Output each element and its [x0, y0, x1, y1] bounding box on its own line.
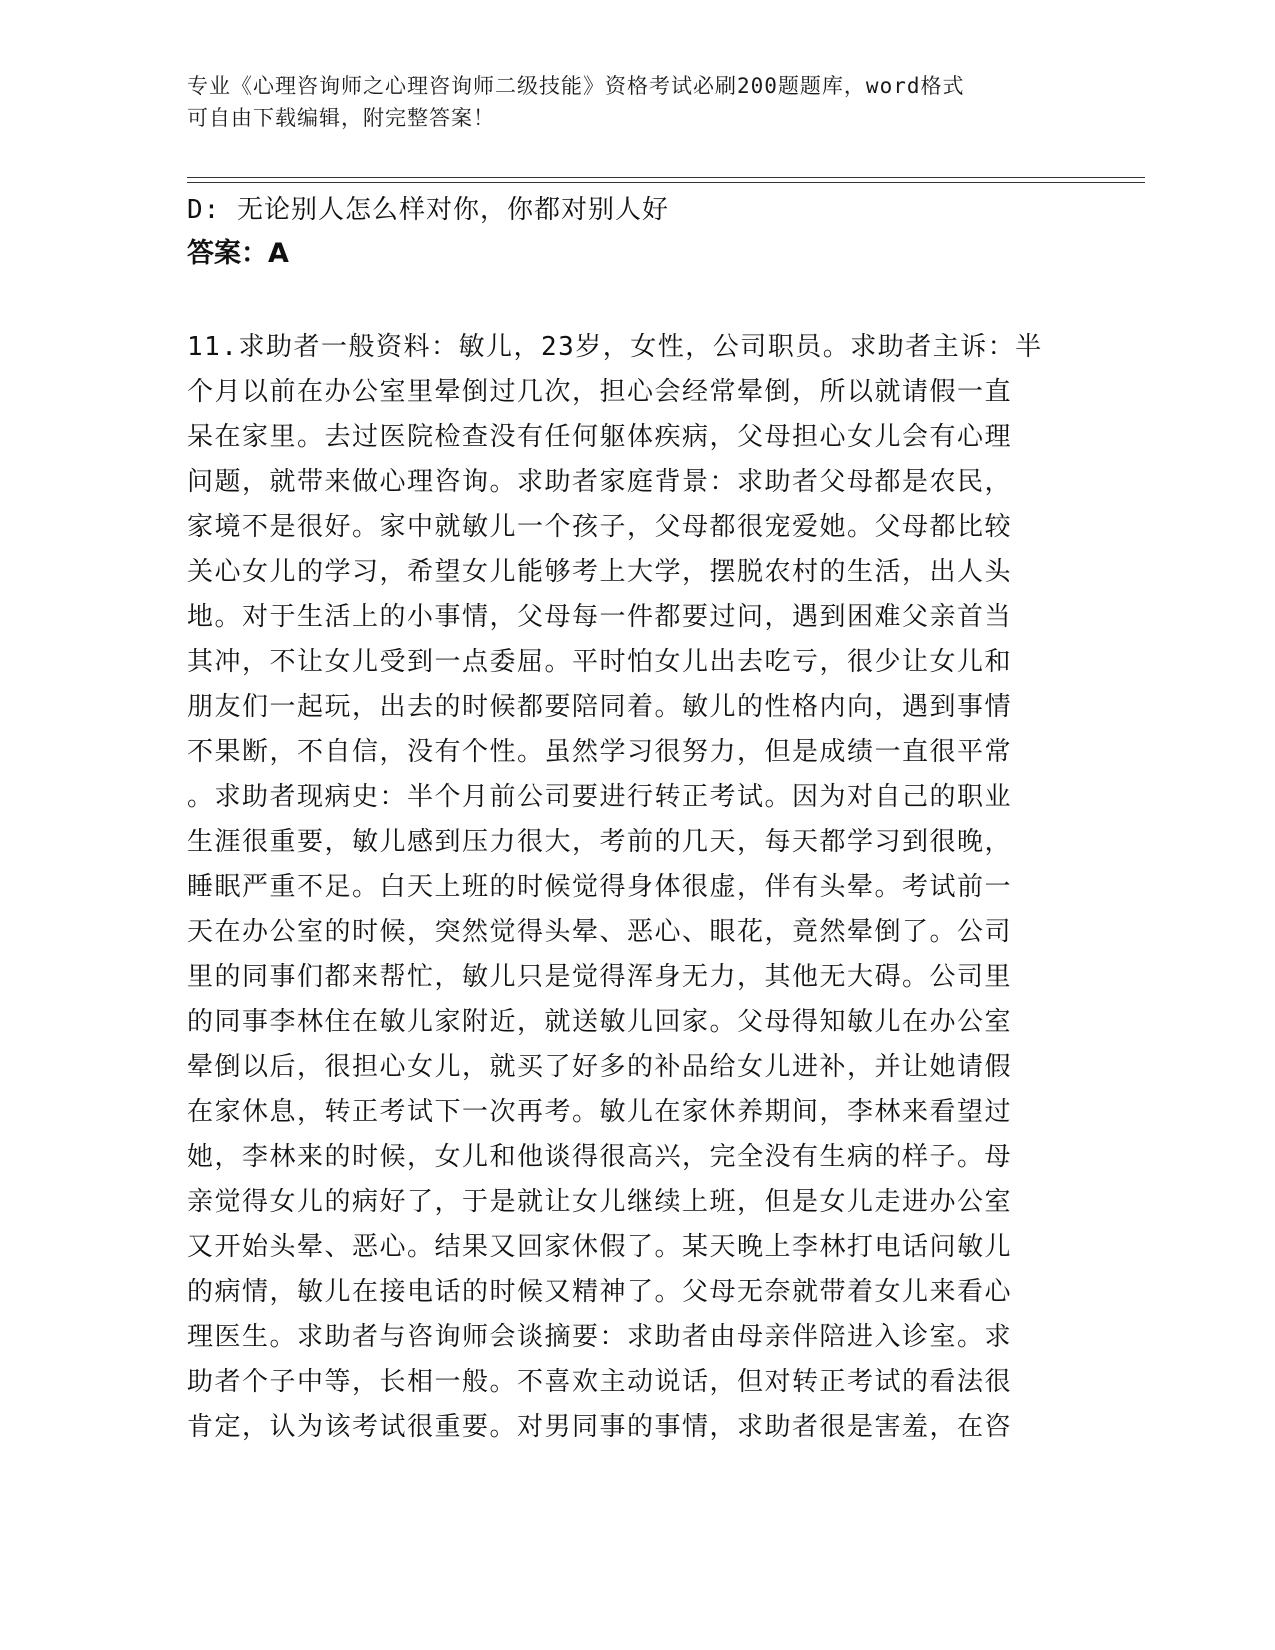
- question-line: 关心女儿的学习，希望女儿能够考上大学，摆脱农村的生活，出人头: [187, 557, 1013, 587]
- question-line: 理医生。求助者与咨询师会谈摘要：求助者由母亲伴陪进入诊室。求: [187, 1322, 1013, 1352]
- question-line: 的病情，敏儿在接电话的时候又精神了。父母无奈就带着女儿来看心: [187, 1277, 1013, 1307]
- header-line-1: 专业《心理咨询师之心理咨询师二级技能》资格考试必刷200题题库，word格式: [187, 74, 965, 98]
- question-line: 又开始头晕、恶心。结果又回家休假了。某天晚上李林打电话问敏儿: [187, 1232, 1013, 1262]
- question-line: 其冲，不让女儿受到一点委屈。平时怕女儿出去吃亏，很少让女儿和: [187, 647, 1013, 677]
- question-line: 晕倒以后，很担心女儿，就买了好多的补品给女儿进补，并让她请假: [187, 1052, 1013, 1082]
- header-divider-bottom: [187, 182, 1145, 183]
- question-line: 亲觉得女儿的病好了，于是就让女儿继续上班，但是女儿走进办公室: [187, 1187, 1013, 1217]
- question-line: 里的同事们都来帮忙，敏儿只是觉得浑身无力，其他无大碍。公司里: [187, 962, 1013, 992]
- question-line: 朋友们一起玩，出去的时候都要陪同着。敏儿的性格内向，遇到事情: [187, 692, 1013, 722]
- question-line: 。求助者现病史：半个月前公司要进行转正考试。因为对自己的职业: [187, 782, 1013, 812]
- option-d: D: 无论别人怎么样对你，你都对别人好: [187, 195, 669, 225]
- question-line: 11.求助者一般资料：敏儿，23岁，女性，公司职员。求助者主诉：半: [187, 332, 1043, 362]
- question-line: 的同事李林住在敏儿家附近，就送敏儿回家。父母得知敏儿在办公室: [187, 1007, 1013, 1037]
- question-line: 问题，就带来做心理咨询。求助者家庭背景：求助者父母都是农民，: [187, 467, 1013, 497]
- question-line: 地。对于生活上的小事情，父母每一件都要过问，遇到困难父亲首当: [187, 602, 1013, 632]
- question-line: 生涯很重要，敏儿感到压力很大，考前的几天，每天都学习到很晚，: [187, 827, 1013, 857]
- question-line: 睡眠严重不足。白天上班的时候觉得身体很虚，伴有头晕。考试前一: [187, 872, 1013, 902]
- question-line: 助者个子中等，长相一般。不喜欢主动说话，但对转正考试的看法很: [187, 1367, 1013, 1397]
- question-line: 家境不是很好。家中就敏儿一个孩子，父母都很宠爱她。父母都比较: [187, 512, 1013, 542]
- page-header: [187, 70, 1087, 134]
- question-line: 呆在家里。去过医院检查没有任何躯体疾病，父母担心女儿会有心理: [187, 422, 1013, 452]
- header-line-2: 可自由下载编辑，附完整答案！: [187, 106, 495, 130]
- header-divider-top: [187, 177, 1145, 178]
- answer-label: 答案：A: [187, 238, 289, 269]
- question-11: [187, 325, 1087, 1450]
- question-line: 她，李林来的时候，女儿和他谈得很高兴，完全没有生病的样子。母: [187, 1142, 1013, 1172]
- question-line: 个月以前在办公室里晕倒过几次，担心会经常晕倒，所以就请假一直: [187, 377, 1013, 407]
- question-line: 不果断，不自信，没有个性。虽然学习很努力，但是成绩一直很平常: [187, 737, 1013, 767]
- question-line: 肯定，认为该考试很重要。对男同事的事情，求助者很是害羞，在咨: [187, 1412, 1013, 1442]
- question-line: 天在办公室的时候，突然觉得头晕、恶心、眼花，竟然晕倒了。公司: [187, 917, 1013, 947]
- question-line: 在家休息，转正考试下一次再考。敏儿在家休养期间，李林来看望过: [187, 1097, 1013, 1127]
